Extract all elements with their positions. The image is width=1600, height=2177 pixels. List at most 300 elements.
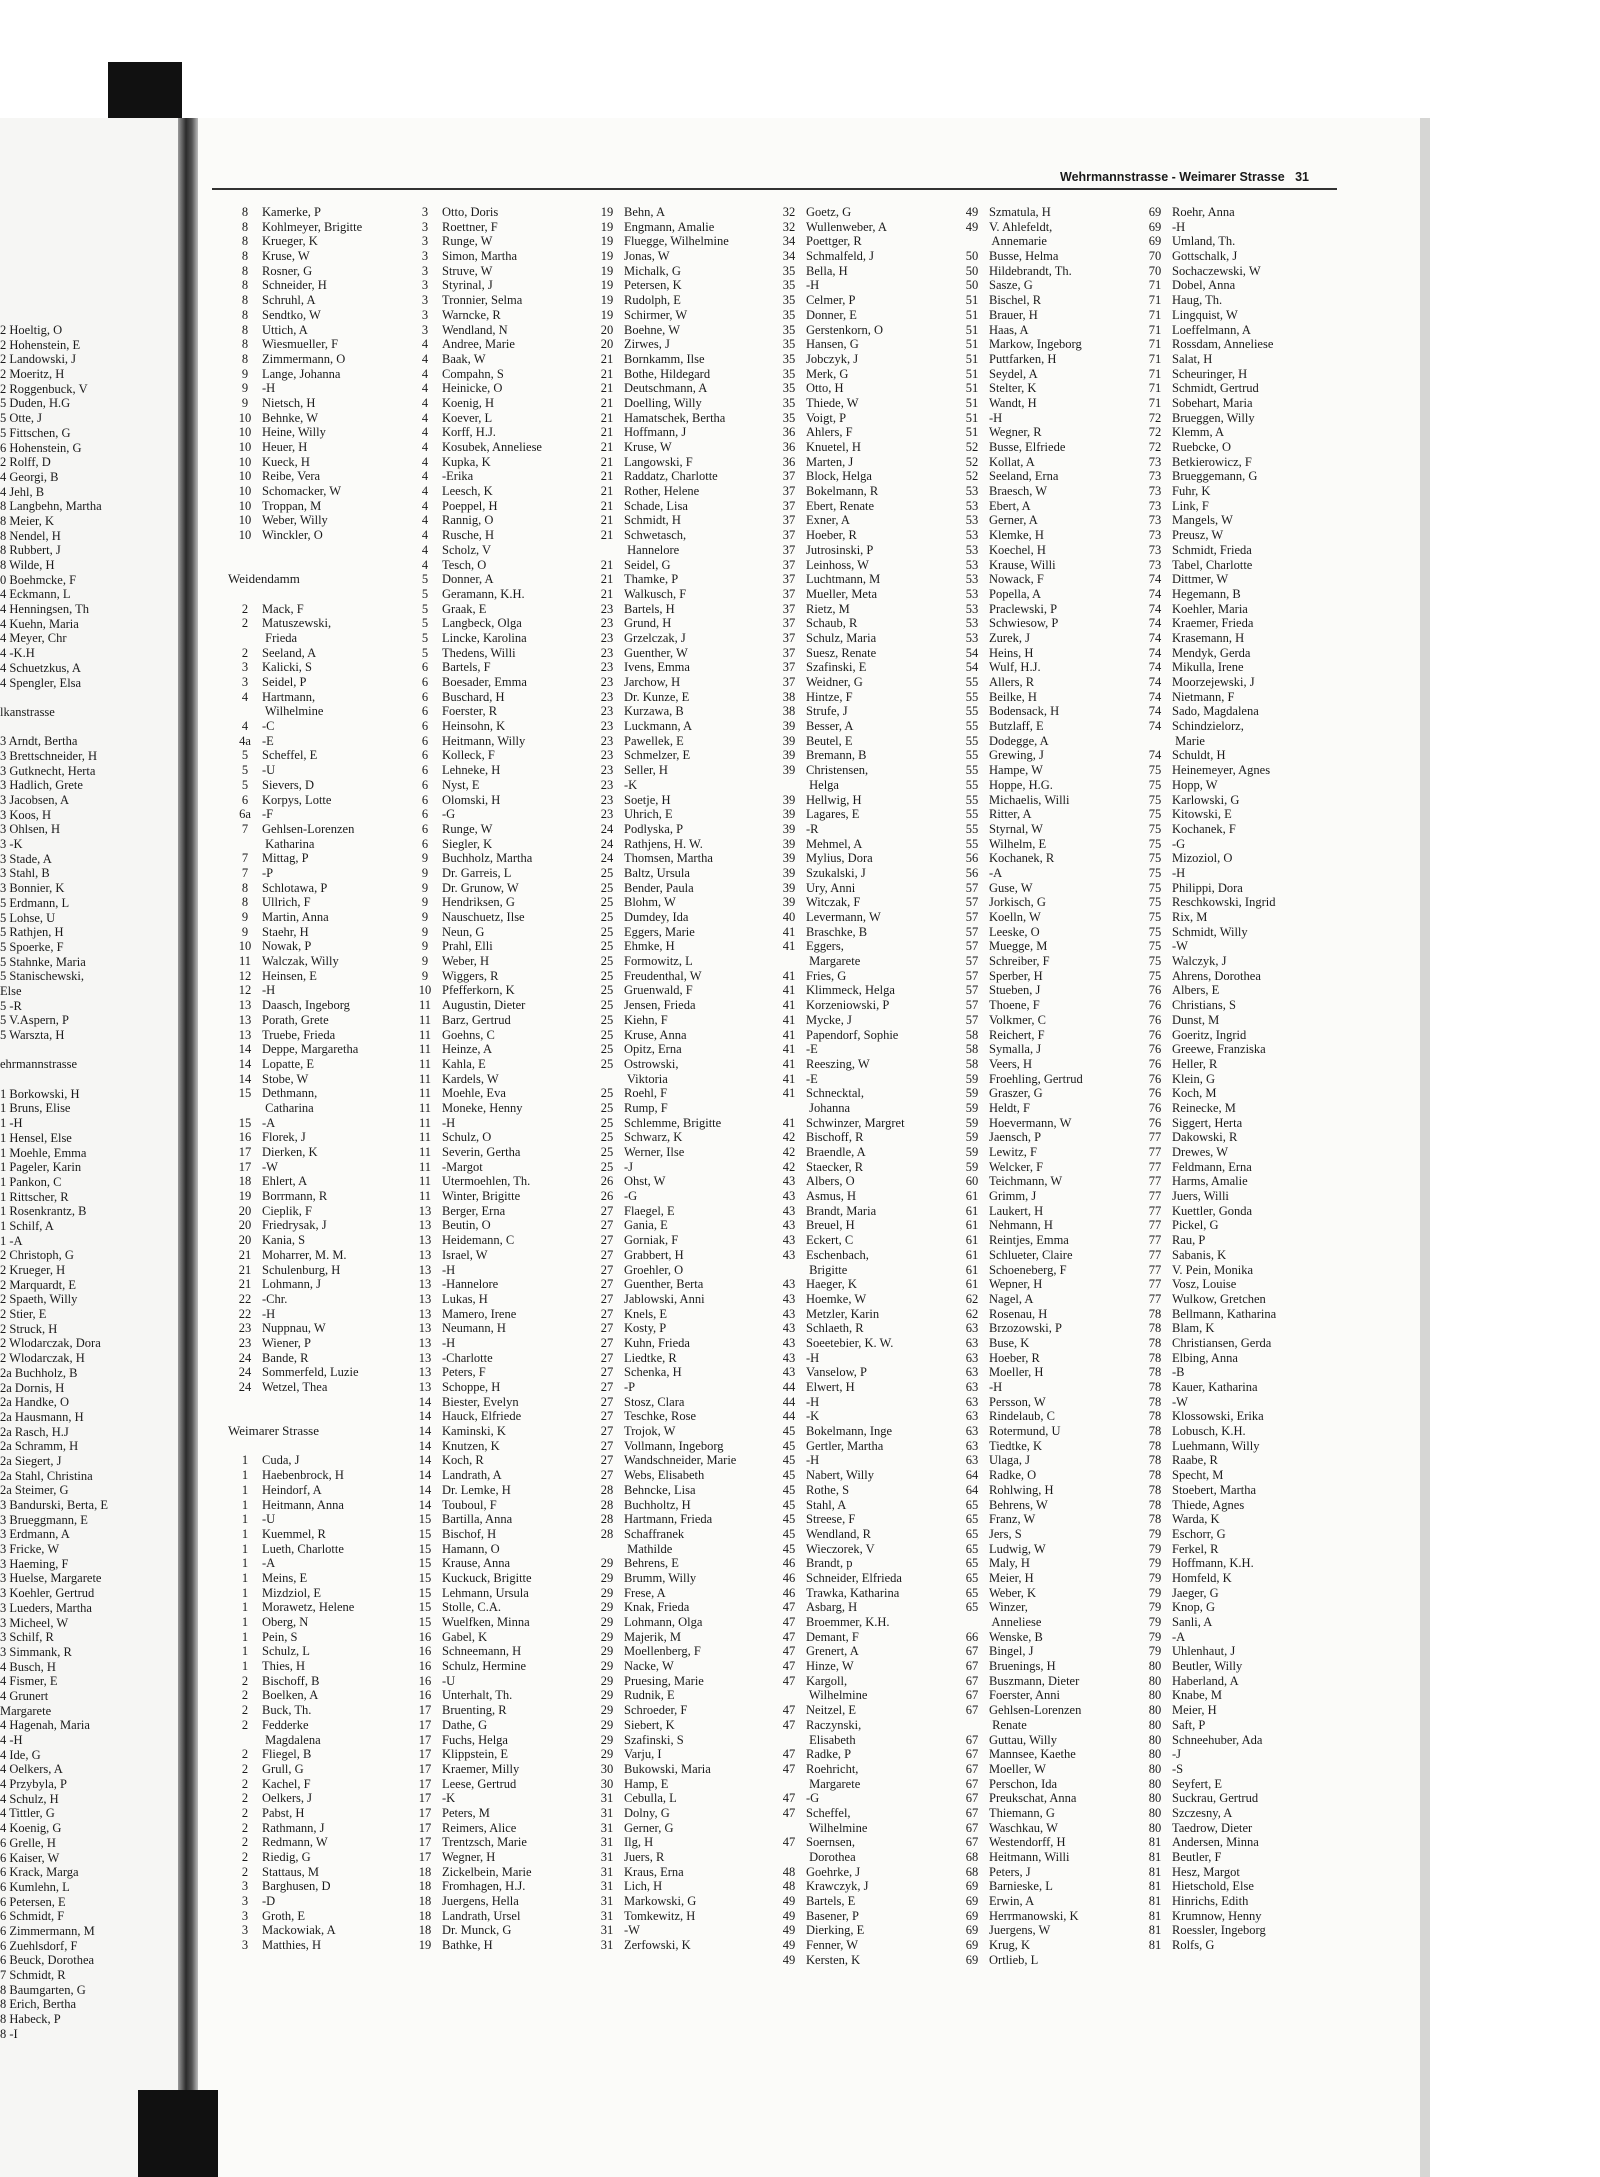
house-number: 29 [600,1644,614,1659]
directory-entry [955,1527,1083,1542]
house-number: 67 [965,1776,979,1791]
resident-name: Fuchs, Helga [442,1732,508,1747]
directory-entry [955,1395,1083,1410]
house-number: 10 [238,425,252,440]
resident-name: Rietz, M [806,601,850,616]
house-number: 73 [1148,469,1162,484]
resident-name: Heine, Willy [262,425,326,440]
resident-name: Jaensch, P [989,1130,1042,1145]
house-number: 67 [965,1732,979,1747]
resident-name: Soetje, H [624,792,671,807]
house-number: 9 [421,910,429,924]
resident-name: Puttfarken, H [989,351,1057,366]
house-number: 68 [965,1864,979,1879]
house-number: 14 [418,1438,432,1453]
directory-entry [955,1835,1083,1850]
resident-name: Loeffelmann, A [1172,322,1251,337]
directory-entry [1138,1659,1276,1674]
resident-name: Rix, M [1172,910,1208,924]
resident-name: Jablowski, Anni [624,1291,705,1306]
directory-entry [228,1351,362,1366]
house-number: 5 [241,763,249,778]
directory-entry [1138,1263,1276,1278]
left-entry [0,1072,108,1087]
directory-entry [408,763,542,778]
directory-entry [590,1057,736,1072]
house-number: 77 [1148,1218,1162,1233]
house-number: 30 [600,1761,614,1776]
resident-name: Hintze, F [806,689,853,704]
resident-name: Leese, Gertrud [442,1776,517,1791]
resident-name: Ury, Anni [806,880,856,895]
directory-entry [1138,969,1276,984]
left-entry: 1 Rosenkrantz, B [0,1204,87,1219]
resident-name: Wegner, H [442,1850,496,1864]
house-number: 13 [238,1012,252,1027]
directory-entry [228,469,362,484]
directory-entry [228,1263,362,1278]
house-number: 29 [600,1717,614,1732]
house-number: 17 [418,1835,432,1850]
house-number: 6 [421,777,429,792]
directory-entry [228,1762,362,1777]
house-number: 78 [1148,1380,1162,1394]
house-number: 13 [418,1277,432,1292]
directory-entry [590,528,736,543]
resident-name: Vosz, Louise [1172,1277,1237,1292]
resident-name: Anneliese [989,1615,1042,1629]
resident-name: Sasze, G [989,278,1033,293]
left-entry: 3 -K [0,837,23,852]
house-number: 49 [965,205,979,219]
directory-entry [1138,1483,1276,1498]
resident-name: Dierken, K [262,1145,318,1159]
left-entry: 5 Stahnke, Maria [0,954,86,969]
directory-entry [590,1292,736,1307]
house-number: 77 [1148,1159,1162,1174]
resident-name: Krause, Willi [989,557,1056,572]
spacer [228,1395,362,1410]
house-number: 63 [965,1321,979,1336]
resident-name: Kochanek, F [1172,821,1236,836]
house-number: 35 [782,322,796,337]
house-number: 2 [241,1688,249,1703]
left-entry: 3 Ohlsen, H [0,822,61,837]
resident-name: Graak, E [442,601,487,616]
house-number: 2 [241,616,249,631]
directory-entry [228,1042,362,1057]
resident-name: Bartels, E [806,1894,856,1909]
left-entry: 4 Jehl, B [0,484,45,499]
resident-name: Leeske, O [989,924,1040,939]
resident-name: -K [806,1409,820,1424]
directory-entry [408,1909,542,1924]
resident-name: Praclewski, P [989,601,1058,616]
resident-name: -R [806,821,819,836]
directory-entry [228,528,362,543]
directory-entry [590,925,736,940]
directory-entry [590,1321,736,1336]
resident-name: Hinze, W [806,1659,854,1674]
directory-entry [1138,1821,1276,1836]
directory-entry [408,455,542,470]
directory-entry [408,1351,542,1366]
left-entry: 6 Krack, Marga [0,1865,79,1880]
directory-entry [772,763,905,778]
resident-name: Schnecktal, [806,1086,864,1101]
house-number: 57 [965,954,979,969]
resident-name: Olomski, H [442,792,501,807]
directory-entry [228,381,362,396]
resident-name: Unterhalt, Th. [442,1688,513,1703]
directory-entry [590,440,736,455]
house-number: 16 [238,1130,252,1145]
house-number: 17 [238,1159,252,1174]
directory-entry [590,1659,736,1674]
resident-name: Rathjens, H. W. [624,836,703,851]
left-entry: 3 Erdmann, A [0,1527,70,1542]
directory-entry [408,969,542,984]
house-number: 25 [600,910,614,924]
directory-entry [590,352,736,367]
directory-entry [772,1307,905,1322]
house-number: 75 [1148,939,1162,954]
resident-name: Laukert, H [989,1203,1044,1218]
house-number: 13 [238,1027,252,1042]
resident-name: Thamke, P [624,572,679,587]
resident-name: Ritter, A [989,807,1032,822]
house-number: 59 [965,1071,979,1086]
directory-entry [955,337,1083,352]
house-number: 9 [241,924,249,939]
resident-name: Michalk, G [624,263,681,278]
resident-name: Klein, G [1172,1071,1216,1086]
resident-name: Vollmann, Ingeborg [624,1438,724,1453]
house-number: 53 [965,498,979,513]
resident-name: Wegner, R [989,425,1042,440]
left-entry: 8 Baumgarten, G [0,1982,86,1997]
directory-entry [1138,1439,1276,1454]
house-number: 73 [1148,542,1162,557]
directory-entry [1138,1777,1276,1792]
house-number: 74 [1148,572,1162,587]
directory-entry [408,793,542,808]
house-number: 17 [418,1732,432,1747]
house-number: 3 [241,675,249,689]
resident-name: Taedrow, Dieter [1172,1820,1253,1835]
resident-name: Dethmann, [262,1086,318,1101]
directory-entry [772,249,905,264]
house-number: 78 [1148,1497,1162,1512]
resident-name: Boesader, Emma [442,675,527,689]
directory-entry [772,558,905,573]
resident-name: Harms, Amalie [1172,1174,1248,1189]
left-entry: 5 V.Aspern, P [0,1013,69,1028]
house-number: 25 [600,1086,614,1101]
house-number: 8 [241,219,249,234]
directory-entry [408,866,542,881]
directory-entry [772,1218,905,1233]
directory-entry [228,1380,362,1395]
resident-name: Dr. Grunow, W [442,880,519,895]
directory-entry [408,234,542,249]
directory-entry [772,1821,905,1836]
house-number: 14 [418,1453,432,1468]
house-number: 21 [238,1247,252,1262]
directory-entry [408,1718,542,1733]
house-number: 80 [1148,1688,1162,1703]
house-number: 23 [238,1335,252,1350]
resident-name: -J [624,1159,634,1174]
resident-name: Teichmann, W [989,1174,1063,1189]
resident-name: Doelling, Willy [624,395,702,410]
resident-name: Heinicke, O [442,381,503,396]
house-number: 11 [418,1174,432,1189]
resident-name: Hamatschek, Bertha [624,410,726,425]
house-number: 81 [1148,1923,1162,1938]
house-number: 80 [1148,1659,1162,1674]
house-number: 31 [600,1923,614,1938]
house-number: 57 [965,983,979,998]
directory-entry [408,440,542,455]
house-number: 69 [965,1938,979,1953]
resident-name: Wiener, P [262,1335,311,1350]
house-number: 2 [241,1791,249,1806]
directory-entry [228,704,362,719]
resident-name: Rau, P [1172,1233,1206,1248]
left-entry: 1 Schilf, A [0,1218,54,1233]
resident-name: Mangels, W [1172,513,1233,528]
left-entry: 1 Moehle, Emma [0,1145,87,1160]
directory-entry [590,646,736,661]
directory-entry [228,1307,362,1322]
house-number: 41 [782,1115,796,1130]
house-number: 24 [238,1365,252,1380]
house-number: 49 [965,219,979,234]
resident-name: -P [262,865,274,880]
resident-name: -H [442,1115,456,1130]
house-number: 80 [1148,1732,1162,1747]
directory-entry [772,1321,905,1336]
directory-entry [955,1806,1083,1821]
directory-entry [955,1821,1083,1836]
directory-entry [955,1600,1083,1615]
house-number: 39 [782,719,796,734]
house-number: 47 [782,1673,796,1688]
resident-name: Krawczyk, J [806,1879,869,1894]
directory-entry [408,1659,542,1674]
directory-entry [228,616,362,631]
house-number: 22 [238,1306,252,1321]
left-entry: 5 Rathjen, H [0,925,64,940]
resident-name: Bartels, F [442,660,491,675]
directory-entry [1138,249,1276,264]
directory-entry [772,1042,905,1057]
directory-entry [955,1468,1083,1483]
house-number: 8 [241,337,249,352]
house-number: 8 [241,880,249,895]
directory-entry [590,484,736,499]
directory-entry [590,1439,736,1454]
resident-name: Behnke, W [262,410,319,425]
directory-entry [590,1365,736,1380]
directory-entry [590,543,736,558]
directory-entry [408,1145,542,1160]
directory-entry [955,1674,1083,1689]
resident-name: Boehne, W [624,322,681,337]
resident-name: -A [989,865,1003,880]
directory-entry [590,1263,736,1278]
directory-entry [772,1130,905,1145]
house-number: 4 [421,557,429,572]
directory-entry [590,587,736,602]
house-number: 23 [600,777,614,792]
resident-name: Grund, H [624,616,672,631]
directory-entry [772,528,905,543]
house-number: 17 [418,1776,432,1791]
directory-entry [955,822,1083,837]
resident-name: Ullrich, F [262,895,311,910]
house-number: 17 [418,1703,432,1718]
directory-entry [772,293,905,308]
directory-entry [408,1336,542,1351]
directory-entry [228,602,362,617]
directory-entry [590,1204,736,1219]
resident-name: Mycke, J [806,1012,852,1027]
directory-entry [408,1586,542,1601]
directory-entry [228,1909,362,1924]
house-number: 76 [1148,1086,1162,1101]
directory-entry [1138,704,1276,719]
directory-entry [772,1542,905,1557]
house-number: 3 [421,307,429,322]
resident-name: -W [262,1159,278,1174]
directory-entry [228,837,362,852]
house-number: 69 [965,1894,979,1909]
resident-name: Klemm, A [1172,425,1225,440]
house-number: 37 [782,484,796,499]
directory-entry [955,1233,1083,1248]
resident-name: Schmalfeld, J [806,249,875,264]
resident-name: Haas, A [989,322,1029,337]
directory-entry [1138,1086,1276,1101]
directory-entry [408,1013,542,1028]
house-number: 1 [241,1556,249,1571]
resident-name: Bruenting, R [442,1703,507,1718]
resident-name: Thiemann, G [989,1805,1055,1820]
street-heading: Weimarer Strasse [228,1423,319,1439]
left-entry: 5 Stanischewski, [0,969,85,984]
directory-entry [1138,1453,1276,1468]
resident-name: Preukschat, Anna [989,1791,1077,1806]
directory-entry [228,308,362,323]
house-number: 2 [241,1761,249,1776]
resident-name: Goetz, G [806,205,852,219]
directory-entry [772,484,905,499]
resident-name: -Hannelore [442,1277,499,1292]
directory-entry [1138,998,1276,1013]
resident-name: Allers, R [989,675,1035,689]
resident-name: Kitowski, E [1172,807,1232,822]
house-number: 45 [782,1424,796,1439]
resident-name: Lopatte, E [262,1056,315,1071]
resident-name: Kosty, P [624,1321,667,1336]
house-number: 75 [1148,777,1162,792]
resident-name: Rathmann, J [262,1820,325,1835]
directory-entry [1138,558,1276,573]
house-number: 15 [418,1512,432,1527]
house-number: 74 [1148,689,1162,704]
resident-name: Berger, Erna [442,1203,506,1218]
directory-entry [228,440,362,455]
directory-entry [772,1101,905,1116]
directory-entry [772,778,905,793]
directory-entry [1138,220,1276,235]
directory-entry [228,1923,362,1938]
house-number: 27 [600,1306,614,1321]
house-number: 41 [782,939,796,954]
directory-entry [772,1160,905,1175]
directory-entry [408,1380,542,1395]
house-number: 21 [600,381,614,396]
resident-name: Barz, Gertrud [442,1012,511,1027]
house-number: 21 [600,351,614,366]
directory-entry [955,513,1083,528]
directory-entry [228,1013,362,1028]
resident-name: -H [806,278,820,293]
resident-name: Knels, E [624,1306,668,1321]
directory-entry [590,1571,736,1586]
directory-entry [590,411,736,426]
house-number: 16 [418,1673,432,1688]
house-number: 27 [600,1424,614,1439]
directory-entry [590,234,736,249]
directory-entry [228,954,362,969]
house-number: 21 [600,557,614,572]
house-number: 7 [241,821,249,836]
directory-entry [772,587,905,602]
resident-name: -C [262,719,275,734]
resident-name: Raddatz, Charlotte [624,469,718,484]
directory-entry [408,264,542,279]
resident-name: Tesch, O [442,557,487,572]
directory-entry [1138,1218,1276,1233]
house-number: 35 [782,337,796,352]
directory-entry [408,1218,542,1233]
resident-name: Schulz, Hermine [442,1659,527,1674]
directory-entry [772,469,905,484]
resident-name: Wilhelmine [262,704,324,719]
resident-name: Donner, E [806,307,857,322]
house-number: 20 [238,1203,252,1218]
house-number: 79 [1148,1585,1162,1600]
resident-name: Cuda, J [262,1453,300,1468]
resident-name: Wepner, H [989,1277,1043,1292]
resident-name: Wandschneider, Marie [624,1453,737,1468]
resident-name: Seeland, Erna [989,469,1059,484]
resident-name: Truebe, Frieda [262,1027,336,1042]
house-number: 32 [782,205,796,219]
house-number: 2 [241,1717,249,1732]
house-number: 75 [1148,851,1162,866]
resident-name: Landrath, Ursel [442,1908,521,1923]
directory-entry [590,851,736,866]
house-number: 63 [965,1409,979,1424]
left-entry: 5 Otte, J [0,411,43,426]
resident-name: -D [262,1894,276,1909]
resident-name: Weber, Willy [262,513,328,528]
directory-entry [1138,793,1276,808]
